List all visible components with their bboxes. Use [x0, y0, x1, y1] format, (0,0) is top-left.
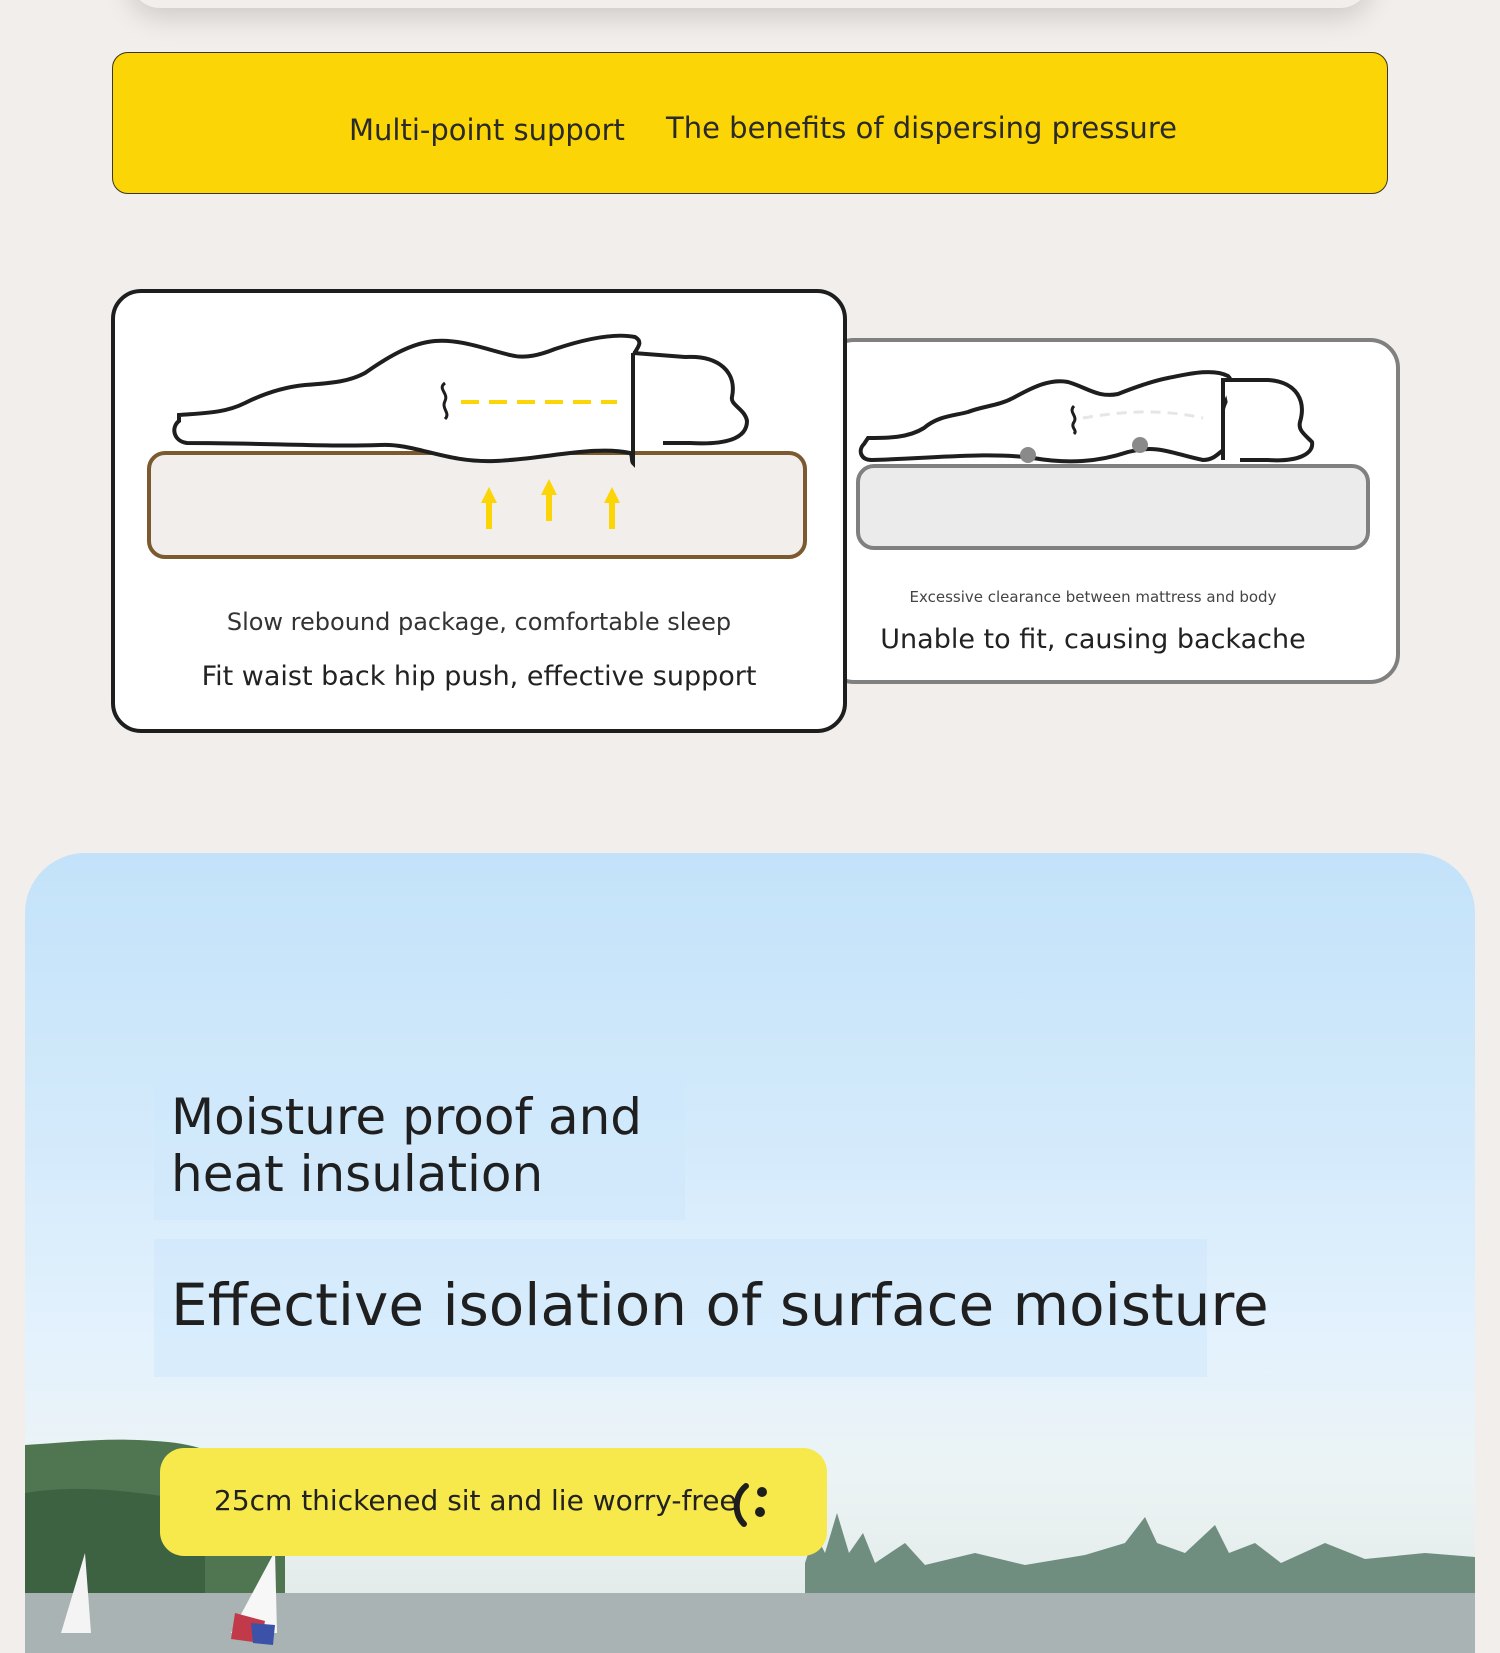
good-caption-large: Fit waist back hip push, effective support — [201, 661, 757, 692]
memory-foam-mattress — [149, 453, 805, 557]
banner-label-pressure: The benefits of dispersing pressure — [666, 111, 1177, 145]
body-outline — [174, 336, 639, 463]
bad-sleeper-illustration — [828, 342, 1396, 572]
smiley-icon — [728, 1478, 778, 1530]
section-subheading: Effective isolation of surface moisture — [171, 1271, 1269, 1339]
sail-blue — [251, 1623, 275, 1645]
pressure-point-hip — [1020, 447, 1036, 463]
pressure-point-shoulder — [1132, 437, 1148, 453]
good-caption-small: Slow rebound package, comfortable sleep — [226, 608, 732, 636]
bad-caption-small: Excessive clearance between mattress and body — [909, 588, 1277, 606]
bad-caption-large: Unable to fit, causing backache — [880, 624, 1306, 655]
banner-label-support: Multi-point support — [349, 113, 625, 147]
good-support-card — [111, 289, 847, 733]
thin-mattress — [858, 466, 1368, 548]
feature-pill — [160, 1448, 827, 1556]
bad-support-card — [824, 338, 1400, 684]
head-outline — [633, 353, 747, 443]
body-outline — [861, 372, 1232, 461]
section-heading — [171, 1089, 642, 1203]
heading-line-1: Moisture proof and — [171, 1088, 643, 1146]
moisture-hero — [25, 853, 1475, 1653]
comparison-banner — [112, 52, 1388, 194]
feature-pill-text: 25cm thickened sit and lie worry-free — [214, 1484, 737, 1517]
good-sleeper-illustration — [115, 293, 843, 573]
heading-line-2: heat insulation — [171, 1145, 544, 1203]
top-shadow — [130, 0, 1370, 8]
head-outline — [1223, 380, 1312, 460]
